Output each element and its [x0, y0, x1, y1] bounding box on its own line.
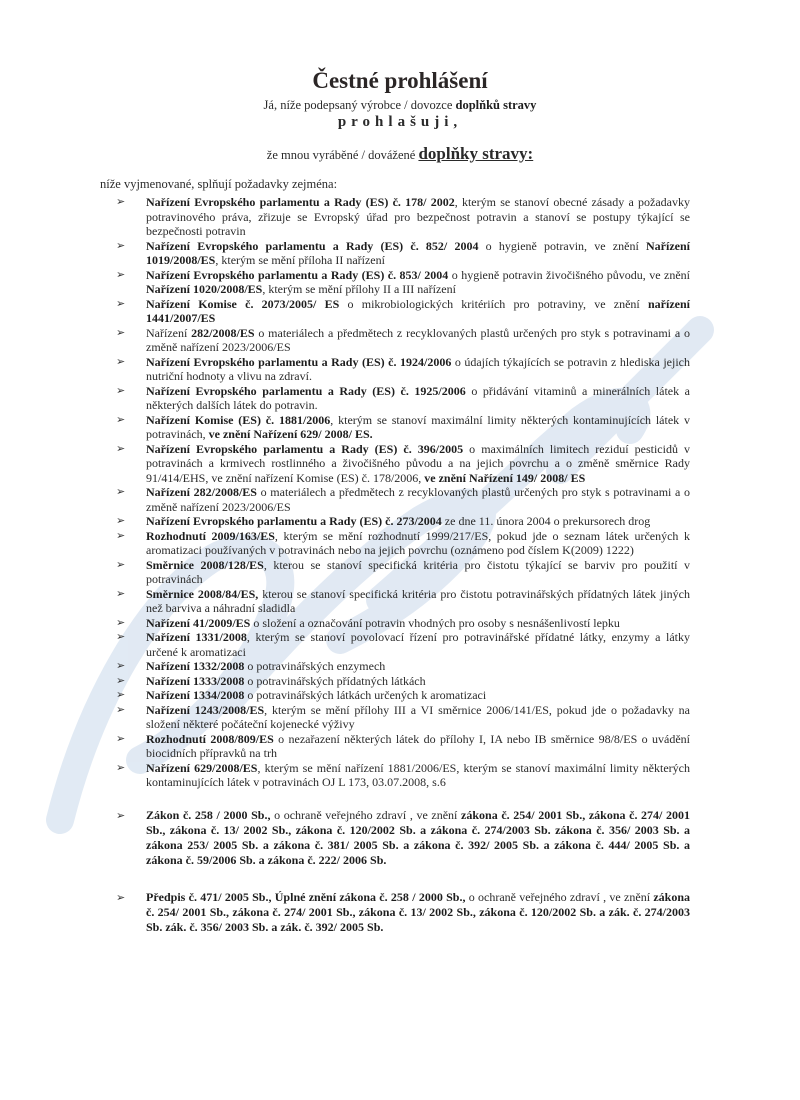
item-text: kterou se stanoví specifická kritéria pro čistotu potravinářských přídatných látek jiných než barviva a náhradní sladidla	[146, 586, 690, 615]
regulation-item	[116, 442, 690, 486]
subject-text: že mnou vyráběné / dovážené	[266, 148, 419, 162]
intro-text: Já, níže podepsaný výrobce / dovozce	[263, 98, 456, 112]
arrow-bullet-icon: ➢	[116, 383, 126, 397]
arrow-bullet-icon: ➢	[116, 514, 126, 527]
regulation-item	[116, 558, 690, 587]
item-bold-text: Nařízení Evropského parlamentu a Rady (ES) č. 178/ 2002	[146, 195, 455, 209]
item-bold-text: ve znění Nařízení 149/ 2008/ ES	[424, 470, 586, 485]
regulation-item	[116, 761, 690, 790]
regulation-item	[116, 529, 690, 558]
item-text: , kterým se mění přílohy II a III nařízení	[262, 282, 456, 296]
item-text: o hygieně potravin, ve znění	[478, 238, 646, 253]
item-bold-text: Směrnice 2008/84/ES,	[146, 586, 259, 601]
intro-line	[0, 98, 800, 113]
item-bold-text: Nařízení 1019/2008/ES	[146, 238, 690, 267]
item-bold-text: Předpis č. 471/ 2005 Sb., Úplné znění zákona č. 258 / 2000 Sb.,	[146, 889, 466, 904]
item-text: o maximálních limitech reziduí pesticidů v potravinách a krmivech rostlinného a živočišného původu a na jejich povrchu a o změně směrnice Rady 91/414/EHS, ve znění nařízení Komise (ES) č. 178/2006,	[146, 441, 690, 485]
subject-bold: doplňky stravy:	[418, 144, 534, 163]
arrow-bullet-icon: ➢	[116, 731, 126, 745]
regulation-item	[116, 384, 690, 413]
item-text: , kterým se stanoví obecné zásady a požadavky potravinového práva, zřizuje se Evropský úřad pro bezpečnost potravin a stanoví se postupy týkající se bezpečnosti potravin	[146, 195, 690, 238]
item-text: , kterým se stanoví povolovací řízení pro potravinářské přídatné látky, enzymy a látky určené k aromatizaci	[146, 630, 690, 659]
item-bold-text: Nařízení Evropského parlamentu a Rady (ES) č. 1924/2006	[146, 354, 452, 369]
item-bold-text: Nařízení 1331/2008	[146, 630, 247, 644]
item-text: Nařízení	[146, 325, 192, 340]
arrow-bullet-icon: ➢	[116, 441, 126, 455]
item-bold-text: Zákon č. 258 / 2000 Sb.,	[146, 807, 271, 822]
item-text: o hygieně potravin živočišného původu, ve znění	[448, 267, 690, 282]
regulation-item	[116, 297, 690, 326]
item-bold-text: Nařízení 1333/2008	[146, 673, 245, 688]
arrow-bullet-icon: ➢	[116, 267, 126, 281]
item-text: o materiálech a předmětech z recyklovaných plastů určených pro styk s potravinami a o změně nařízení 2023/2006/ES	[146, 485, 690, 514]
regulation-item	[116, 514, 690, 529]
arrow-bullet-icon: ➢	[116, 485, 126, 498]
arrow-bullet-icon: ➢	[116, 412, 126, 426]
arrow-bullet-icon: ➢	[116, 195, 126, 208]
item-text: o potravinářských přídatných látkách	[244, 673, 426, 688]
regulation-list	[116, 195, 690, 935]
regulation-item	[116, 659, 690, 674]
item-bold-text: Nařízení 282/2008/ES	[146, 485, 257, 499]
item-bold-text: Nařízení 629/2008/ES	[146, 760, 258, 775]
arrow-bullet-icon: ➢	[116, 528, 126, 542]
item-text: o mikrobiologických kritériích pro potraviny, ve znění	[339, 296, 648, 311]
item-text: , kterým se mění příloha II nařízení	[215, 253, 385, 267]
item-text: ze dne 11. února 2004 o prekursorech drog	[441, 514, 651, 528]
item-bold-text: Nařízení Evropského parlamentu a Rady (ES) č. 396/2005	[146, 441, 464, 456]
regulation-item	[116, 268, 690, 297]
item-bold-text: nařízení 1441/2007/ES	[146, 296, 690, 325]
item-bold-text: Nařízení Evropského parlamentu a Rady (ES) č. 853/ 2004	[146, 267, 449, 282]
arrow-bullet-icon: ➢	[116, 557, 126, 571]
item-text: o nezařazení některých látek do přílohy I, IA nebo IB směrnice 98/8/ES o uvádění biocidních přípravků na trh	[146, 731, 690, 760]
item-bold-text: zákona č. 254/ 2001 Sb., zákona č. 274/ 2001 Sb., zákona č. 13/ 2002 Sb., zákona č. 120/2002 Sb. a zákona č. 274/2003 Sb. zákona č. 356/ 2003 Sb. a zákona 253/ 2005 Sb. a zákona č. 381/ 2005 Sb. a zákona č. 392/ 2005 Sb. a zákona č. 444/ 2005 Sb. a zákona č. 59/2006 Sb. a zákona č. 222/ 2006 Sb.	[146, 807, 691, 867]
document-title: Čestné prohlášení	[312, 68, 488, 93]
item-bold-text: Rozhodnutí 2009/163/ES	[146, 528, 275, 543]
item-bold-text: Nařízení Evropského parlamentu a Rady (ES) č. 1925/2006	[146, 383, 466, 398]
arrow-bullet-icon: ➢	[116, 702, 126, 716]
item-text: , kterým se mění nařízení 1881/2006/ES, kterým se stanoví maximální limity některých kontaminujících látek v potravinách OJ L 173, 03.07.2008, s.6	[146, 760, 690, 789]
item-text: o údajích týkajících se potravin z hlediska jejich nutriční hodnoty a vlivu na zdraví.	[146, 354, 690, 383]
item-bold-text: Nařízení 1020/2008/ES	[146, 282, 263, 296]
item-bold-text: Nařízení 41/2009/ES	[146, 615, 251, 630]
item-text: , kterou se stanoví specifická kritéria pro čistotu týkající se barviv pro použití v potravinách	[146, 557, 691, 586]
subject-line	[0, 144, 800, 164]
item-text: , kterým se stanoví maximální limity některých kontaminujících látek v potravinách,	[146, 412, 690, 441]
regulation-item	[116, 732, 690, 761]
law-item	[116, 890, 690, 935]
law-item	[116, 808, 690, 868]
arrow-bullet-icon: ➢	[116, 808, 126, 822]
arrow-bullet-icon: ➢	[116, 354, 126, 368]
regulation-item	[116, 616, 690, 631]
arrow-bullet-icon: ➢	[116, 688, 126, 701]
arrow-bullet-icon: ➢	[116, 659, 126, 672]
arrow-bullet-icon: ➢	[116, 630, 126, 643]
arrow-bullet-icon: ➢	[116, 615, 126, 629]
item-text: , kterým se mění přílohy III a VI směrnice 2006/141/ES, pokud jde o požadavky na složení některé počáteční kojenecké výživy	[146, 702, 690, 731]
item-text: o složení a označování potravin vhodných pro osoby s nesnášenlivostí lepku	[250, 615, 620, 630]
regulation-item	[116, 326, 690, 355]
item-text: o ochraně veřejného zdraví , ve znění	[270, 807, 462, 822]
arrow-bullet-icon: ➢	[116, 238, 126, 252]
regulation-item	[116, 688, 690, 703]
item-text: o ochraně veřejného zdraví , ve znění	[465, 889, 654, 904]
regulation-item	[116, 674, 690, 689]
item-bold-text: Nařízení Evropského parlamentu a Rady (ES) č. 852/ 2004	[146, 238, 479, 253]
regulation-item	[116, 239, 690, 268]
arrow-bullet-icon: ➢	[116, 586, 126, 600]
item-text: , kterým se mění rozhodnutí 1999/217/ES, pokud jde o seznam látek určených k aromatizaci používaných v potravinách nebo na jejich povrchu (oznámeno pod číslem K(2009) 1222)	[146, 528, 690, 557]
item-bold-text: Rozhodnutí 2008/809/ES	[146, 731, 274, 746]
item-bold-text: Nařízení Evropského parlamentu a Rady (ES) č. 273/2004	[146, 514, 442, 528]
regulation-item	[116, 195, 690, 239]
regulation-item	[116, 630, 690, 659]
regulation-item	[116, 587, 690, 616]
item-bold-text: Nařízení 1334/2008	[146, 688, 245, 702]
arrow-bullet-icon: ➢	[116, 673, 126, 687]
item-bold-text: Nařízení 1332/2008	[146, 659, 245, 673]
item-bold-text: Nařízení Komise č. 2073/2005/ ES	[146, 296, 340, 311]
item-text: o potravinářských látkách určených k aromatizaci	[244, 688, 487, 702]
arrow-bullet-icon: ➢	[116, 296, 126, 310]
item-bold-text: Nařízení 1243/2008/ES	[146, 702, 265, 717]
regulation-item	[116, 485, 690, 514]
item-bold-text: Směrnice 2008/128/ES	[146, 557, 264, 572]
item-text: o přidávání vitaminů a minerálních látek a některých dalších látek do potravin.	[146, 383, 690, 412]
lead-text: níže vyjmenované, splňují požadavky zejména:	[100, 177, 338, 191]
arrow-bullet-icon: ➢	[116, 760, 126, 774]
item-bold-text: 282/2008/ES	[191, 325, 255, 340]
arrow-bullet-icon: ➢	[116, 890, 126, 904]
item-bold-text: zákona č. 254/ 2001 Sb., zákona č. 274/ 2001 Sb., zákona č. 13/ 2002 Sb., zákona č. 120/2002 Sb. a zák. č. 274/2003 Sb. zák. č. 356/ 2003 Sb. a zák. č. 392/ 2005 Sb.	[146, 889, 690, 934]
arrow-bullet-icon: ➢	[116, 325, 126, 339]
item-text: o materiálech a předmětech z recyklovaných plastů určených pro styk s potravinami a o změně nařízení 2023/2006/ES	[146, 325, 691, 354]
item-bold-text: Nařízení Komise (ES) č. 1881/2006	[146, 412, 331, 427]
regulation-item	[116, 703, 690, 732]
regulation-item	[116, 355, 690, 384]
declaration-heading: prohlašuji,	[337, 114, 463, 130]
regulation-item	[116, 413, 690, 442]
intro-bold: doplňků stravy	[455, 98, 537, 112]
item-bold-text: ve znění Nařízení 629/ 2008/ ES.	[208, 427, 373, 441]
item-text: o potravinářských enzymech	[244, 659, 386, 673]
